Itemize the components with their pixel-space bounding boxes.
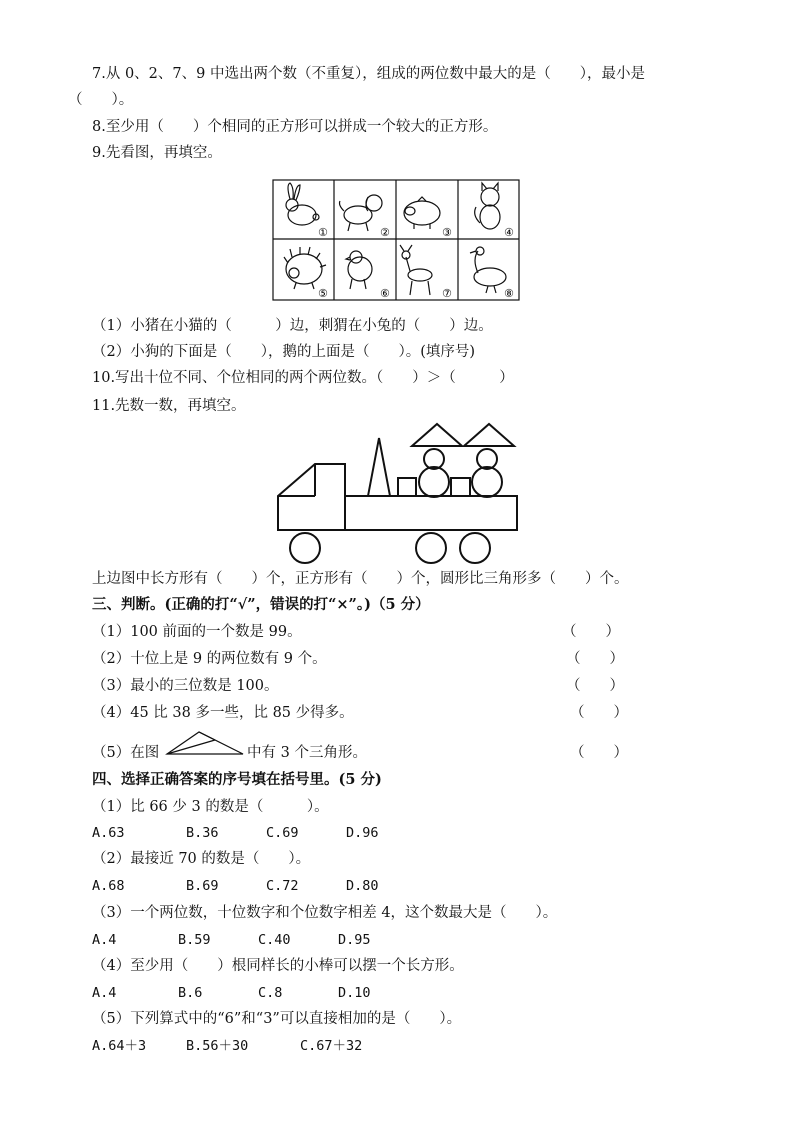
animal-grid [272, 179, 520, 301]
q11-fill: 上边图中长方形有（ ）个，正方形有（ ）个，圆形比三角形多（ ）个。 [92, 571, 629, 587]
s4-q4-opt-c[interactable]: C.8 [258, 985, 283, 1001]
goose-icon [470, 247, 506, 293]
grid-label-3: ③ [442, 226, 452, 239]
grid-label-4: ④ [504, 226, 514, 239]
s4-q4-opt-d[interactable]: D.10 [338, 985, 371, 1001]
s4-q2-opt-a[interactable]: A.68 [92, 878, 125, 894]
grid-label-2: ② [380, 226, 390, 239]
s3-paren-3[interactable]: （ ） [566, 678, 624, 694]
s4-q1-opt-c[interactable]: C.69 [266, 825, 299, 841]
s4-q4: （4）至少用（ ）根同样长的小棒可以摆一个长方形。 [92, 958, 464, 974]
grid-label-8: ⑧ [504, 287, 514, 300]
q7-line2: （ ）。 [68, 92, 134, 108]
s4-q5: （5）下列算式中的“6”和“3”可以直接相加的是（ ）。 [92, 1011, 462, 1027]
triangle-figure [165, 730, 245, 756]
s3-item-1: （1）100 前面的一个数是 99。 [92, 624, 302, 640]
s4-q3-opt-a[interactable]: A.4 [92, 932, 117, 948]
dog-icon [340, 195, 383, 231]
s4-q2-opt-d[interactable]: D.80 [346, 878, 379, 894]
q10-text: 10.写出十位不同、个位相同的两个两位数。（ ）＞（ ） [92, 370, 514, 386]
hedgehog-icon [284, 247, 326, 289]
pig-icon [404, 197, 440, 229]
s4-q4-opt-a[interactable]: A.4 [92, 985, 117, 1001]
s4-q1-opt-a[interactable]: A.63 [92, 825, 125, 841]
s4-q1-opt-d[interactable]: D.96 [346, 825, 379, 841]
q9-sub2: （2）小狗的下面是（ ），鹅的上面是（ ）。(填序号) [92, 344, 476, 360]
section4-heading: 四、选择正确答案的序号填在括号里。(5 分) [92, 771, 382, 788]
s3-paren-4[interactable]: （ ） [570, 705, 628, 721]
s4-q2-opt-b[interactable]: B.69 [186, 878, 219, 894]
deer-icon [400, 245, 432, 295]
rabbit-icon [286, 183, 319, 225]
q9-sub1: （1）小猪在小猫的（ ）边，刺猬在小兔的（ ）边。 [92, 318, 493, 334]
grid-label-7: ⑦ [442, 287, 452, 300]
q7-line1: 7.从 0、2、7、9 中选出两个数（不重复），组成的两位数中最大的是（ ），最小是 [92, 66, 645, 82]
s4-q3-opt-c[interactable]: C.40 [258, 932, 291, 948]
s4-q5-opt-b[interactable]: B.56＋30 [186, 1038, 249, 1054]
s3-paren-5[interactable]: （ ） [570, 745, 628, 761]
grid-label-5: ⑤ [318, 287, 328, 300]
cat-icon [475, 183, 500, 229]
q11-title: 11.先数一数，再填空。 [92, 398, 246, 414]
s4-q3-opt-b[interactable]: B.59 [178, 932, 211, 948]
s3-item-4: （4）45 比 38 多一些，比 85 少得多。 [92, 705, 354, 721]
grid-label-1: ① [318, 226, 328, 239]
s3-item-5-prefix: （5）在图 [92, 745, 160, 761]
s4-q5-opt-c[interactable]: C.67＋32 [300, 1038, 363, 1054]
chick-icon [346, 251, 372, 289]
truck-figure [275, 420, 519, 576]
s3-item-3: （3）最小的三位数是 100。 [92, 678, 279, 694]
grid-label-6: ⑥ [380, 287, 390, 300]
s4-q4-opt-b[interactable]: B.6 [178, 985, 203, 1001]
s4-q2-opt-c[interactable]: C.72 [266, 878, 299, 894]
s4-q3-opt-d[interactable]: D.95 [338, 932, 371, 948]
s3-paren-2[interactable]: （ ） [566, 651, 624, 667]
section3-heading: 三、判断。(正确的打“√”，错误的打“×”。)（5 分） [92, 596, 430, 613]
q8-text: 8.至少用（ ）个相同的正方形可以拼成一个较大的正方形。 [92, 119, 498, 135]
s3-item-5-suffix: 中有 3 个三角形。 [247, 745, 367, 761]
s4-q1: （1）比 66 少 3 的数是（ ）。 [92, 799, 329, 815]
s4-q5-opt-a[interactable]: A.64＋3 [92, 1038, 147, 1054]
s4-q2: （2）最接近 70 的数是（ ）。 [92, 851, 311, 867]
s3-paren-1[interactable]: （ ） [562, 624, 620, 640]
q9-title: 9.先看图，再填空。 [92, 145, 222, 161]
s3-item-2: （2）十位上是 9 的两位数有 9 个。 [92, 651, 327, 667]
s4-q1-opt-b[interactable]: B.36 [186, 825, 219, 841]
s4-q3: （3）一个两位数，十位数字和个位数字相差 4，这个数最大是（ ）。 [92, 905, 558, 921]
